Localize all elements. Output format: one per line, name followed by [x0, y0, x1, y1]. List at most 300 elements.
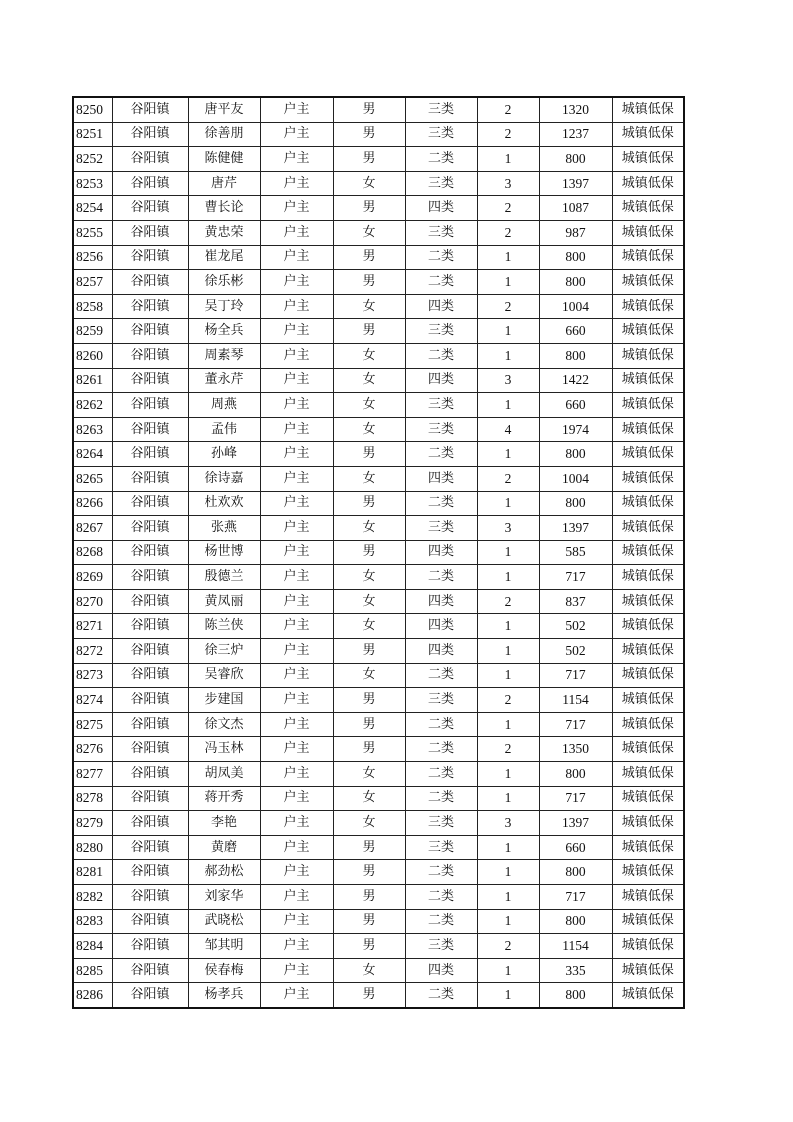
town-cell: 谷阳镇 — [112, 589, 188, 614]
benefit-type-cell: 城镇低保 — [612, 934, 684, 959]
relation-cell: 户主 — [260, 860, 333, 885]
benefit-type-cell: 城镇低保 — [612, 442, 684, 467]
name-cell: 吴丁玲 — [188, 294, 260, 319]
town-cell: 谷阳镇 — [112, 368, 188, 393]
relation-cell: 户主 — [260, 466, 333, 491]
household-size-cell: 1 — [477, 442, 539, 467]
serial-number-cell: 8278 — [73, 786, 112, 811]
gender-cell: 女 — [333, 811, 405, 836]
benefit-roster-table — [72, 96, 685, 1009]
serial-number-cell: 8277 — [73, 762, 112, 787]
name-cell: 刘家华 — [188, 885, 260, 910]
gender-cell: 男 — [333, 270, 405, 295]
category-cell: 三类 — [405, 393, 477, 418]
name-cell: 周燕 — [188, 393, 260, 418]
amount-cell: 800 — [539, 983, 612, 1008]
serial-number-cell: 8259 — [73, 319, 112, 344]
household-size-cell: 2 — [477, 220, 539, 245]
household-size-cell: 1 — [477, 885, 539, 910]
town-cell: 谷阳镇 — [112, 762, 188, 787]
name-cell: 冯玉林 — [188, 737, 260, 762]
household-size-cell: 2 — [477, 97, 539, 122]
relation-cell: 户主 — [260, 786, 333, 811]
name-cell: 陈兰侠 — [188, 614, 260, 639]
category-cell: 二类 — [405, 762, 477, 787]
benefit-type-cell: 城镇低保 — [612, 417, 684, 442]
amount-cell: 800 — [539, 147, 612, 172]
serial-number-cell: 8264 — [73, 442, 112, 467]
serial-number-cell: 8257 — [73, 270, 112, 295]
gender-cell: 女 — [333, 368, 405, 393]
relation-cell: 户主 — [260, 171, 333, 196]
gender-cell: 女 — [333, 516, 405, 541]
gender-cell: 女 — [333, 343, 405, 368]
name-cell: 孟伟 — [188, 417, 260, 442]
relation-cell: 户主 — [260, 983, 333, 1008]
household-size-cell: 1 — [477, 762, 539, 787]
town-cell: 谷阳镇 — [112, 540, 188, 565]
table-row — [73, 147, 684, 172]
household-size-cell: 1 — [477, 835, 539, 860]
gender-cell: 男 — [333, 860, 405, 885]
category-cell: 二类 — [405, 860, 477, 885]
relation-cell: 户主 — [260, 958, 333, 983]
table-row — [73, 835, 684, 860]
name-cell: 孙峰 — [188, 442, 260, 467]
name-cell: 徐善朋 — [188, 122, 260, 147]
benefit-type-cell: 城镇低保 — [612, 147, 684, 172]
category-cell: 四类 — [405, 196, 477, 221]
category-cell: 二类 — [405, 712, 477, 737]
table-row — [73, 491, 684, 516]
amount-cell: 1087 — [539, 196, 612, 221]
relation-cell: 户主 — [260, 97, 333, 122]
table-row — [73, 712, 684, 737]
name-cell: 徐文杰 — [188, 712, 260, 737]
relation-cell: 户主 — [260, 540, 333, 565]
serial-number-cell: 8255 — [73, 220, 112, 245]
category-cell: 四类 — [405, 639, 477, 664]
gender-cell: 女 — [333, 393, 405, 418]
amount-cell: 1004 — [539, 466, 612, 491]
town-cell: 谷阳镇 — [112, 491, 188, 516]
name-cell: 唐芹 — [188, 171, 260, 196]
household-size-cell: 1 — [477, 147, 539, 172]
amount-cell: 800 — [539, 343, 612, 368]
household-size-cell: 1 — [477, 245, 539, 270]
town-cell: 谷阳镇 — [112, 639, 188, 664]
town-cell: 谷阳镇 — [112, 614, 188, 639]
table-row — [73, 466, 684, 491]
category-cell: 二类 — [405, 909, 477, 934]
town-cell: 谷阳镇 — [112, 294, 188, 319]
relation-cell: 户主 — [260, 934, 333, 959]
gender-cell: 女 — [333, 220, 405, 245]
relation-cell: 户主 — [260, 516, 333, 541]
gender-cell: 男 — [333, 147, 405, 172]
relation-cell: 户主 — [260, 565, 333, 590]
serial-number-cell: 8256 — [73, 245, 112, 270]
benefit-type-cell: 城镇低保 — [612, 983, 684, 1008]
benefit-type-cell: 城镇低保 — [612, 368, 684, 393]
relation-cell: 户主 — [260, 737, 333, 762]
benefit-type-cell: 城镇低保 — [612, 245, 684, 270]
household-size-cell: 1 — [477, 712, 539, 737]
gender-cell: 男 — [333, 442, 405, 467]
name-cell: 徐三炉 — [188, 639, 260, 664]
relation-cell: 户主 — [260, 319, 333, 344]
household-size-cell: 3 — [477, 368, 539, 393]
household-size-cell: 2 — [477, 688, 539, 713]
household-size-cell: 1 — [477, 491, 539, 516]
town-cell: 谷阳镇 — [112, 835, 188, 860]
table-row — [73, 294, 684, 319]
name-cell: 张燕 — [188, 516, 260, 541]
table-row — [73, 220, 684, 245]
category-cell: 四类 — [405, 466, 477, 491]
serial-number-cell: 8270 — [73, 589, 112, 614]
relation-cell: 户主 — [260, 712, 333, 737]
category-cell: 二类 — [405, 245, 477, 270]
amount-cell: 800 — [539, 245, 612, 270]
name-cell: 殷德兰 — [188, 565, 260, 590]
relation-cell: 户主 — [260, 393, 333, 418]
benefit-type-cell: 城镇低保 — [612, 909, 684, 934]
name-cell: 杨世博 — [188, 540, 260, 565]
name-cell: 郝劲松 — [188, 860, 260, 885]
household-size-cell: 1 — [477, 958, 539, 983]
amount-cell: 800 — [539, 442, 612, 467]
gender-cell: 男 — [333, 540, 405, 565]
serial-number-cell: 8281 — [73, 860, 112, 885]
amount-cell: 1422 — [539, 368, 612, 393]
table-row — [73, 393, 684, 418]
serial-number-cell: 8252 — [73, 147, 112, 172]
serial-number-cell: 8286 — [73, 983, 112, 1008]
relation-cell: 户主 — [260, 811, 333, 836]
town-cell: 谷阳镇 — [112, 663, 188, 688]
table-row — [73, 762, 684, 787]
category-cell: 二类 — [405, 270, 477, 295]
town-cell: 谷阳镇 — [112, 516, 188, 541]
serial-number-cell: 8267 — [73, 516, 112, 541]
gender-cell: 女 — [333, 614, 405, 639]
category-cell: 三类 — [405, 417, 477, 442]
amount-cell: 717 — [539, 663, 612, 688]
serial-number-cell: 8254 — [73, 196, 112, 221]
serial-number-cell: 8262 — [73, 393, 112, 418]
name-cell: 黄磨 — [188, 835, 260, 860]
town-cell: 谷阳镇 — [112, 220, 188, 245]
serial-number-cell: 8271 — [73, 614, 112, 639]
gender-cell: 女 — [333, 565, 405, 590]
gender-cell: 男 — [333, 639, 405, 664]
category-cell: 二类 — [405, 147, 477, 172]
town-cell: 谷阳镇 — [112, 442, 188, 467]
name-cell: 曹长论 — [188, 196, 260, 221]
serial-number-cell: 8250 — [73, 97, 112, 122]
category-cell: 四类 — [405, 368, 477, 393]
relation-cell: 户主 — [260, 885, 333, 910]
amount-cell: 660 — [539, 319, 612, 344]
table-row — [73, 958, 684, 983]
category-cell: 二类 — [405, 442, 477, 467]
category-cell: 二类 — [405, 565, 477, 590]
amount-cell: 585 — [539, 540, 612, 565]
amount-cell: 502 — [539, 639, 612, 664]
town-cell: 谷阳镇 — [112, 909, 188, 934]
household-size-cell: 2 — [477, 737, 539, 762]
gender-cell: 男 — [333, 885, 405, 910]
category-cell: 四类 — [405, 294, 477, 319]
table-row — [73, 122, 684, 147]
table-row — [73, 589, 684, 614]
table-row — [73, 909, 684, 934]
household-size-cell: 2 — [477, 589, 539, 614]
relation-cell: 户主 — [260, 417, 333, 442]
table-row — [73, 737, 684, 762]
category-cell: 三类 — [405, 319, 477, 344]
gender-cell: 男 — [333, 245, 405, 270]
amount-cell: 660 — [539, 393, 612, 418]
household-size-cell: 1 — [477, 614, 539, 639]
benefit-type-cell: 城镇低保 — [612, 614, 684, 639]
household-size-cell: 2 — [477, 934, 539, 959]
relation-cell: 户主 — [260, 663, 333, 688]
town-cell: 谷阳镇 — [112, 688, 188, 713]
name-cell: 武晓松 — [188, 909, 260, 934]
town-cell: 谷阳镇 — [112, 97, 188, 122]
benefit-type-cell: 城镇低保 — [612, 639, 684, 664]
name-cell: 周素琴 — [188, 343, 260, 368]
gender-cell: 女 — [333, 589, 405, 614]
amount-cell: 717 — [539, 885, 612, 910]
benefit-type-cell: 城镇低保 — [612, 393, 684, 418]
benefit-type-cell: 城镇低保 — [612, 811, 684, 836]
household-size-cell: 3 — [477, 516, 539, 541]
household-size-cell: 3 — [477, 811, 539, 836]
name-cell: 吴睿欣 — [188, 663, 260, 688]
relation-cell: 户主 — [260, 220, 333, 245]
benefit-type-cell: 城镇低保 — [612, 540, 684, 565]
name-cell: 邹其明 — [188, 934, 260, 959]
name-cell: 蒋开秀 — [188, 786, 260, 811]
name-cell: 董永芹 — [188, 368, 260, 393]
town-cell: 谷阳镇 — [112, 786, 188, 811]
gender-cell: 女 — [333, 663, 405, 688]
table-row — [73, 983, 684, 1008]
town-cell: 谷阳镇 — [112, 270, 188, 295]
town-cell: 谷阳镇 — [112, 122, 188, 147]
gender-cell: 男 — [333, 737, 405, 762]
serial-number-cell: 8283 — [73, 909, 112, 934]
relation-cell: 户主 — [260, 762, 333, 787]
relation-cell: 户主 — [260, 909, 333, 934]
table-row — [73, 270, 684, 295]
category-cell: 二类 — [405, 663, 477, 688]
category-cell: 二类 — [405, 885, 477, 910]
town-cell: 谷阳镇 — [112, 196, 188, 221]
relation-cell: 户主 — [260, 245, 333, 270]
category-cell: 三类 — [405, 97, 477, 122]
benefit-type-cell: 城镇低保 — [612, 466, 684, 491]
category-cell: 四类 — [405, 540, 477, 565]
table-row — [73, 245, 684, 270]
relation-cell: 户主 — [260, 368, 333, 393]
town-cell: 谷阳镇 — [112, 147, 188, 172]
serial-number-cell: 8285 — [73, 958, 112, 983]
category-cell: 二类 — [405, 786, 477, 811]
category-cell: 二类 — [405, 343, 477, 368]
gender-cell: 男 — [333, 319, 405, 344]
amount-cell: 1237 — [539, 122, 612, 147]
name-cell: 胡凤美 — [188, 762, 260, 787]
category-cell: 三类 — [405, 811, 477, 836]
benefit-type-cell: 城镇低保 — [612, 589, 684, 614]
household-size-cell: 1 — [477, 639, 539, 664]
table-row — [73, 171, 684, 196]
name-cell: 步建国 — [188, 688, 260, 713]
relation-cell: 户主 — [260, 835, 333, 860]
town-cell: 谷阳镇 — [112, 417, 188, 442]
name-cell: 唐平友 — [188, 97, 260, 122]
gender-cell: 女 — [333, 171, 405, 196]
gender-cell: 男 — [333, 97, 405, 122]
serial-number-cell: 8279 — [73, 811, 112, 836]
table-row — [73, 368, 684, 393]
table-row — [73, 614, 684, 639]
gender-cell: 女 — [333, 958, 405, 983]
category-cell: 二类 — [405, 491, 477, 516]
benefit-type-cell: 城镇低保 — [612, 270, 684, 295]
household-size-cell: 3 — [477, 171, 539, 196]
amount-cell: 717 — [539, 712, 612, 737]
table-body — [73, 97, 684, 1008]
name-cell: 李艳 — [188, 811, 260, 836]
gender-cell: 男 — [333, 934, 405, 959]
benefit-type-cell: 城镇低保 — [612, 860, 684, 885]
amount-cell: 800 — [539, 909, 612, 934]
household-size-cell: 1 — [477, 540, 539, 565]
town-cell: 谷阳镇 — [112, 885, 188, 910]
table-row — [73, 639, 684, 664]
household-size-cell: 1 — [477, 860, 539, 885]
amount-cell: 800 — [539, 762, 612, 787]
relation-cell: 户主 — [260, 442, 333, 467]
amount-cell: 800 — [539, 491, 612, 516]
gender-cell: 男 — [333, 712, 405, 737]
household-size-cell: 2 — [477, 122, 539, 147]
town-cell: 谷阳镇 — [112, 934, 188, 959]
benefit-type-cell: 城镇低保 — [612, 737, 684, 762]
amount-cell: 1397 — [539, 811, 612, 836]
name-cell: 陈健健 — [188, 147, 260, 172]
benefit-type-cell: 城镇低保 — [612, 835, 684, 860]
table-row — [73, 860, 684, 885]
benefit-type-cell: 城镇低保 — [612, 343, 684, 368]
town-cell: 谷阳镇 — [112, 983, 188, 1008]
gender-cell: 女 — [333, 466, 405, 491]
serial-number-cell: 8282 — [73, 885, 112, 910]
benefit-type-cell: 城镇低保 — [612, 663, 684, 688]
amount-cell: 717 — [539, 786, 612, 811]
benefit-type-cell: 城镇低保 — [612, 97, 684, 122]
table-row — [73, 417, 684, 442]
name-cell: 侯春梅 — [188, 958, 260, 983]
table-row — [73, 343, 684, 368]
household-size-cell: 4 — [477, 417, 539, 442]
benefit-type-cell: 城镇低保 — [612, 958, 684, 983]
household-size-cell: 1 — [477, 565, 539, 590]
category-cell: 三类 — [405, 220, 477, 245]
category-cell: 三类 — [405, 934, 477, 959]
name-cell: 杜欢欢 — [188, 491, 260, 516]
relation-cell: 户主 — [260, 491, 333, 516]
relation-cell: 户主 — [260, 294, 333, 319]
table-row — [73, 934, 684, 959]
table-row — [73, 540, 684, 565]
relation-cell: 户主 — [260, 589, 333, 614]
amount-cell: 1154 — [539, 934, 612, 959]
town-cell: 谷阳镇 — [112, 737, 188, 762]
category-cell: 四类 — [405, 589, 477, 614]
amount-cell: 1320 — [539, 97, 612, 122]
benefit-type-cell: 城镇低保 — [612, 171, 684, 196]
category-cell: 三类 — [405, 835, 477, 860]
amount-cell: 1350 — [539, 737, 612, 762]
relation-cell: 户主 — [260, 343, 333, 368]
household-size-cell: 2 — [477, 196, 539, 221]
household-size-cell: 2 — [477, 294, 539, 319]
benefit-type-cell: 城镇低保 — [612, 122, 684, 147]
gender-cell: 男 — [333, 122, 405, 147]
table-row — [73, 811, 684, 836]
household-size-cell: 1 — [477, 909, 539, 934]
table-row — [73, 196, 684, 221]
serial-number-cell: 8276 — [73, 737, 112, 762]
town-cell: 谷阳镇 — [112, 712, 188, 737]
town-cell: 谷阳镇 — [112, 393, 188, 418]
table-row — [73, 516, 684, 541]
gender-cell: 女 — [333, 417, 405, 442]
town-cell: 谷阳镇 — [112, 466, 188, 491]
name-cell: 黄忠荣 — [188, 220, 260, 245]
amount-cell: 1004 — [539, 294, 612, 319]
amount-cell: 800 — [539, 270, 612, 295]
amount-cell: 717 — [539, 565, 612, 590]
benefit-type-cell: 城镇低保 — [612, 196, 684, 221]
serial-number-cell: 8260 — [73, 343, 112, 368]
table-row — [73, 565, 684, 590]
town-cell: 谷阳镇 — [112, 811, 188, 836]
town-cell: 谷阳镇 — [112, 860, 188, 885]
serial-number-cell: 8263 — [73, 417, 112, 442]
name-cell: 徐乐彬 — [188, 270, 260, 295]
benefit-type-cell: 城镇低保 — [612, 516, 684, 541]
amount-cell: 502 — [539, 614, 612, 639]
serial-number-cell: 8266 — [73, 491, 112, 516]
gender-cell: 女 — [333, 786, 405, 811]
household-size-cell: 1 — [477, 663, 539, 688]
gender-cell: 男 — [333, 983, 405, 1008]
amount-cell: 1397 — [539, 516, 612, 541]
category-cell: 三类 — [405, 171, 477, 196]
serial-number-cell: 8275 — [73, 712, 112, 737]
table-row — [73, 688, 684, 713]
amount-cell: 1154 — [539, 688, 612, 713]
category-cell: 二类 — [405, 983, 477, 1008]
relation-cell: 户主 — [260, 147, 333, 172]
